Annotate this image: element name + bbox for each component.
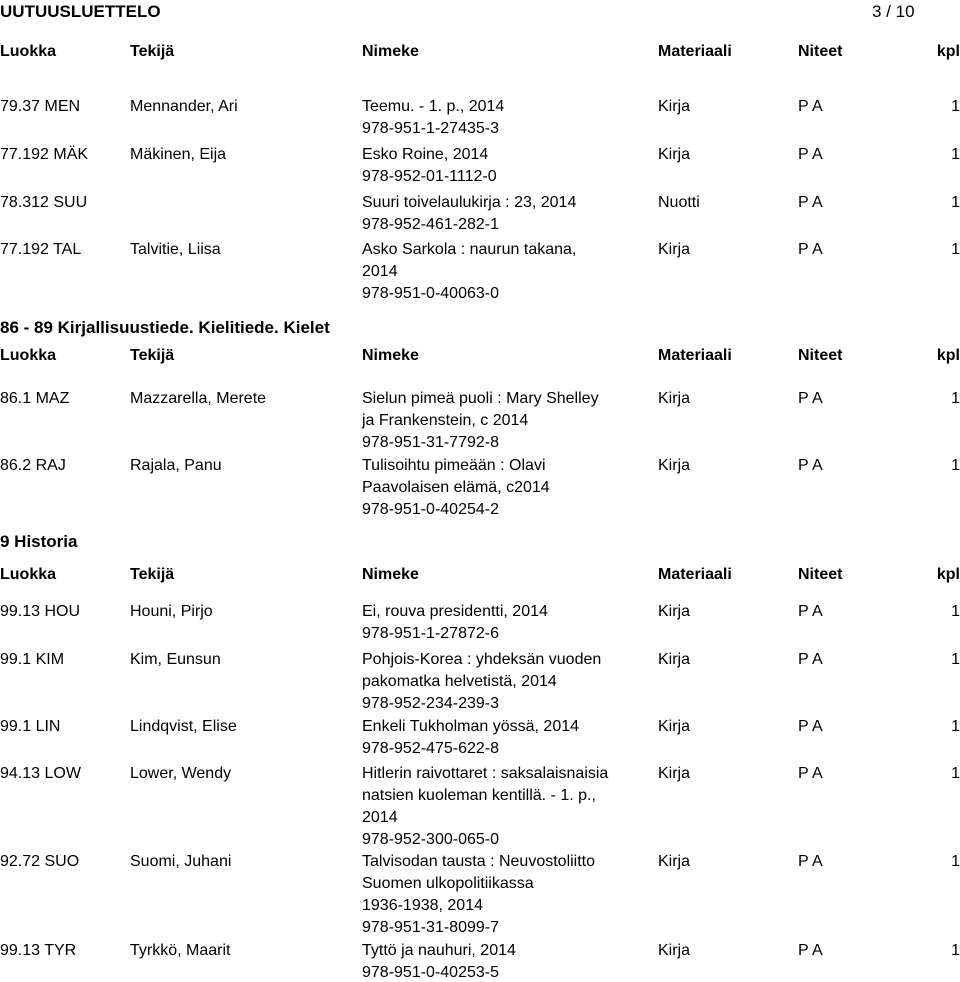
section-title: 9 Historia — [0, 532, 78, 551]
row-niteet: P A — [798, 98, 823, 115]
row-materiaali: Kirja — [658, 718, 691, 735]
column-header-materiaali: Materiaali — [658, 43, 732, 60]
row-tekija: Mennander, Ari — [130, 98, 238, 115]
row-nimeke-line: 978-951-0-40063-0 — [362, 285, 499, 302]
row-tekija: Kim, Eunsun — [130, 651, 221, 668]
row-nimeke-line: ja Frankenstein, c 2014 — [362, 412, 529, 429]
row-nimeke-line: Suuri toivelaulukirja : 23, 2014 — [362, 194, 577, 211]
row-kpl: 1 — [951, 718, 960, 735]
row-niteet: P A — [798, 390, 823, 407]
row-kpl: 1 — [951, 194, 960, 211]
column-header-luokka: Luokka — [0, 566, 57, 583]
row-kpl: 1 — [951, 651, 960, 668]
row-luokka: 79.37 MEN — [0, 98, 81, 115]
row-nimeke-line: Esko Roine, 2014 — [362, 146, 489, 163]
row-tekija: Lower, Wendy — [130, 765, 232, 782]
row-nimeke-line: Tulisoihtu pimeään : Olavi — [362, 457, 546, 474]
row-nimeke-line: 978-952-461-282-1 — [362, 216, 499, 233]
row-niteet: P A — [798, 146, 823, 163]
row-nimeke-line: Sielun pimeä puoli : Mary Shelley — [362, 390, 599, 407]
row-tekija: Lindqvist, Elise — [130, 718, 237, 735]
row-materiaali: Kirja — [658, 651, 691, 668]
column-header-tekija: Tekijä — [130, 566, 175, 583]
row-nimeke-line: Asko Sarkola : naurun takana, — [362, 241, 577, 258]
column-header-kpl: kpl — [936, 43, 960, 60]
row-niteet: P A — [798, 651, 823, 668]
row-nimeke-line: 978-951-0-40254-2 — [362, 501, 499, 518]
row-tekija: Tyrkkö, Maarit — [130, 942, 231, 959]
row-nimeke-line: Talvisodan tausta : Neuvostoliitto — [362, 853, 596, 870]
row-kpl: 1 — [951, 765, 960, 782]
row-niteet: P A — [798, 942, 823, 959]
catalog-title: UUTUUSLUETTELO — [0, 2, 161, 21]
row-tekija: Mazzarella, Merete — [130, 390, 267, 407]
row-materiaali: Kirja — [658, 603, 691, 620]
row-luokka: 86.2 RAJ — [0, 457, 66, 474]
row-nimeke-line: 1936-1938, 2014 — [362, 897, 483, 914]
row-tekija: Houni, Pirjo — [130, 603, 213, 620]
row-nimeke-line: Pohjois-Korea : yhdeksän vuoden — [362, 651, 602, 668]
section-title: 86 - 89 Kirjallisuustiede. Kielitiede. Kielet — [0, 318, 330, 337]
row-nimeke-line: 2014 — [362, 263, 398, 280]
row-niteet: P A — [798, 194, 823, 211]
row-nimeke-line: 978-952-475-622-8 — [362, 740, 499, 757]
row-materiaali: Kirja — [658, 853, 691, 870]
column-header-niteet: Niteet — [798, 566, 843, 583]
row-niteet: P A — [798, 718, 823, 735]
row-nimeke-line: Paavolaisen elämä, c2014 — [362, 479, 550, 496]
row-luokka: 99.1 KIM — [0, 651, 65, 668]
row-nimeke-line: Hitlerin raivottaret : saksalaisnaisia — [362, 765, 609, 782]
row-niteet: P A — [798, 603, 823, 620]
row-luokka: 77.192 TAL — [0, 241, 82, 258]
row-tekija: Mäkinen, Eija — [130, 146, 227, 163]
row-luokka: 94.13 LOW — [0, 765, 81, 782]
row-nimeke-line: 2014 — [362, 809, 398, 826]
row-niteet: P A — [798, 457, 823, 474]
column-header-materiaali: Materiaali — [658, 566, 732, 583]
row-nimeke-line: Ei, rouva presidentti, 2014 — [362, 603, 548, 620]
row-materiaali: Kirja — [658, 241, 691, 258]
row-tekija: Suomi, Juhani — [130, 853, 232, 870]
row-nimeke-line: 978-951-31-7792-8 — [362, 434, 499, 451]
row-nimeke-line: 978-951-31-8099-7 — [362, 919, 499, 936]
row-luokka: 77.192 MÄK — [0, 146, 89, 163]
row-materiaali: Kirja — [658, 765, 691, 782]
row-materiaali: Kirja — [658, 146, 691, 163]
row-niteet: P A — [798, 853, 823, 870]
row-luokka: 92.72 SUO — [0, 853, 80, 870]
row-luokka: 99.13 HOU — [0, 603, 81, 620]
column-header-tekija: Tekijä — [130, 43, 175, 60]
row-kpl: 1 — [951, 241, 960, 258]
row-materiaali: Kirja — [658, 457, 691, 474]
row-kpl: 1 — [951, 146, 960, 163]
row-tekija: Rajala, Panu — [130, 457, 222, 474]
row-materiaali: Nuotti — [658, 194, 700, 211]
row-niteet: P A — [798, 765, 823, 782]
column-header-nimeke: Nimeke — [362, 566, 419, 583]
column-header-niteet: Niteet — [798, 347, 843, 364]
column-header-materiaali: Materiaali — [658, 347, 732, 364]
row-materiaali: Kirja — [658, 942, 691, 959]
row-niteet: P A — [798, 241, 823, 258]
row-nimeke-line: 978-952-01-1112-0 — [362, 168, 497, 185]
row-luokka: 99.13 TYR — [0, 942, 77, 959]
row-kpl: 1 — [951, 457, 960, 474]
column-header-nimeke: Nimeke — [362, 43, 419, 60]
row-nimeke-line: 978-951-1-27872-6 — [362, 625, 499, 642]
row-tekija: Talvitie, Liisa — [130, 241, 221, 258]
row-luokka: 78.312 SUU — [0, 194, 88, 211]
column-header-kpl: kpl — [936, 347, 960, 364]
column-header-luokka: Luokka — [0, 347, 57, 364]
row-kpl: 1 — [951, 390, 960, 407]
row-kpl: 1 — [951, 603, 960, 620]
column-header-niteet: Niteet — [798, 43, 843, 60]
column-header-tekija: Tekijä — [130, 347, 175, 364]
column-header-luokka: Luokka — [0, 43, 57, 60]
row-luokka: 86.1 MAZ — [0, 390, 70, 407]
page-number: 3 / 10 — [872, 2, 915, 21]
row-nimeke-line: pakomatka helvetistä, 2014 — [362, 673, 557, 690]
row-nimeke-line: natsien kuoleman kentillä. - 1. p., — [362, 787, 596, 804]
column-header-kpl: kpl — [936, 566, 960, 583]
row-nimeke-line: Tyttö ja nauhuri, 2014 — [362, 942, 516, 959]
row-luokka: 99.1 LIN — [0, 718, 61, 735]
row-kpl: 1 — [951, 942, 960, 959]
row-materiaali: Kirja — [658, 390, 691, 407]
row-nimeke-line: 978-952-234-239-3 — [362, 695, 499, 712]
row-nimeke-line: 978-951-0-40253-5 — [362, 964, 499, 981]
row-nimeke-line: Suomen ulkopolitiikassa — [362, 875, 534, 892]
row-nimeke-line: 978-951-1-27435-3 — [362, 120, 499, 137]
row-kpl: 1 — [951, 98, 960, 115]
row-materiaali: Kirja — [658, 98, 691, 115]
row-kpl: 1 — [951, 853, 960, 870]
row-nimeke-line: 978-952-300-065-0 — [362, 831, 499, 848]
row-nimeke-line: Enkeli Tukholman yössä, 2014 — [362, 718, 580, 735]
row-nimeke-line: Teemu. - 1. p., 2014 — [362, 98, 505, 115]
column-header-nimeke: Nimeke — [362, 347, 419, 364]
